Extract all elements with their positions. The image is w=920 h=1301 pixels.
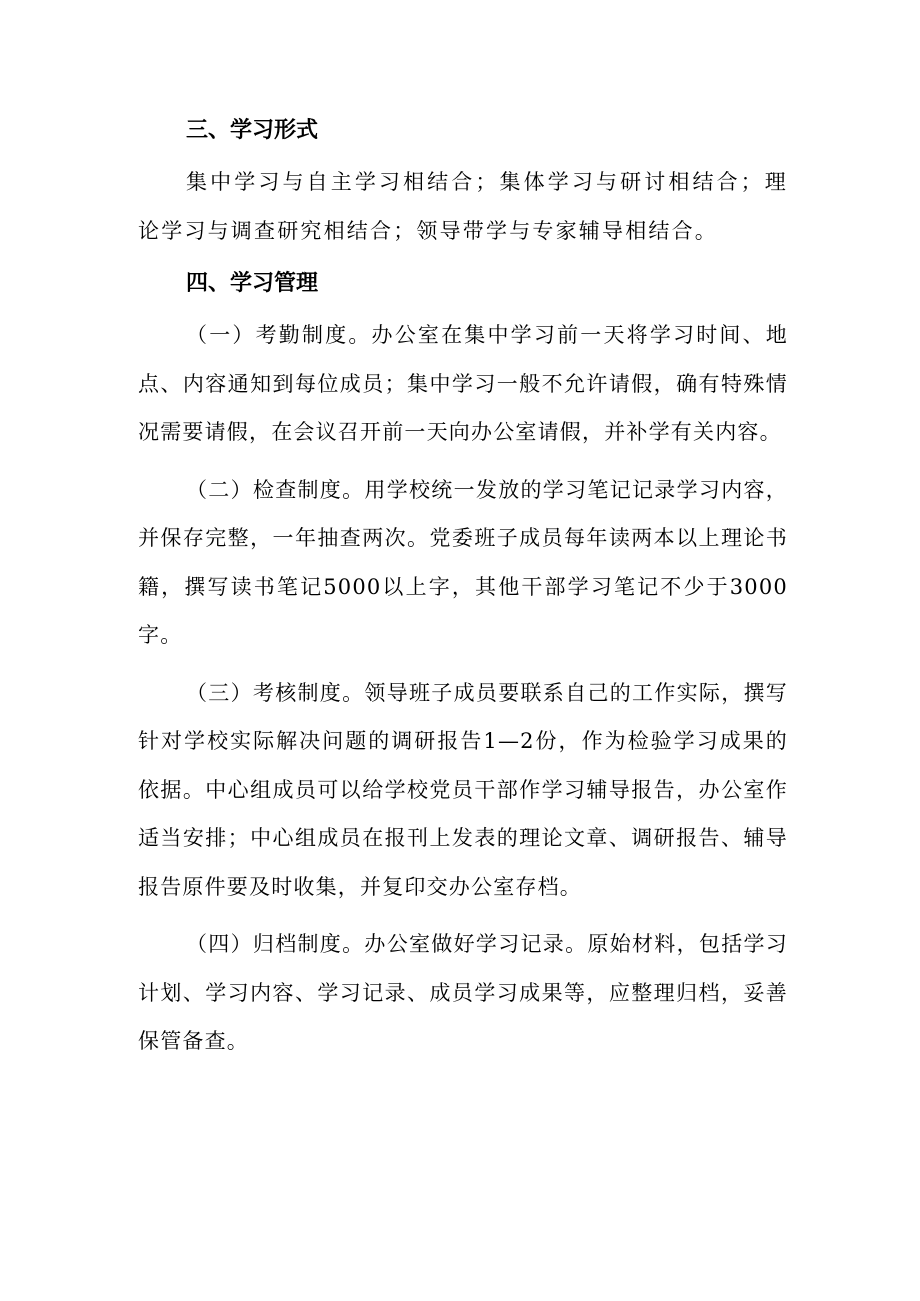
section-heading-study-form: 三、学习形式 (186, 117, 319, 143)
section-heading-study-management: 四、学习管理 (186, 270, 319, 296)
paragraph-archiving-system: （四）归档制度。办公室做好学习记录。原始材料，包括学习计划、学习内容、学习记录、成员学习成果等，应整理归档，妥善保管备查。 (138, 932, 788, 1053)
paragraph-attendance-system: （一）考勤制度。办公室在集中学习前一天将学习时间、地点、内容通知到每位成员；集中学习一般不允许请假，确有特殊情况需要请假，在会议召开前一天向办公室请假，并补学有关内容。 (138, 323, 788, 444)
paragraph-study-form: 集中学习与自主学习相结合；集体学习与研讨相结合；理论学习与调查研究相结合；领导带学与专家辅导相结合。 (138, 170, 788, 243)
document-body (138, 106, 788, 1066)
paragraph-assessment-system: （三）考核制度。领导班子成员要联系自己的工作实际，撰写针对学校实际解决问题的调研报告1—2份，作为检验学习成果的依据。中心组成员可以给学校党员干部作学习辅导报告，办公室作适当安排；中心组成员在报刊上发表的理论文章、调研报告、辅导报告原件要及时收集，并复印交办公室存档。 (138, 680, 788, 899)
paragraph-inspection-system: （二）检查制度。用学校统一发放的学习笔记记录学习内容，并保存完整，一年抽查两次。党委班子成员每年读两本以上理论书籍，撰写读书笔记5000以上字，其他干部学习笔记不少于3000字。 (138, 477, 788, 647)
